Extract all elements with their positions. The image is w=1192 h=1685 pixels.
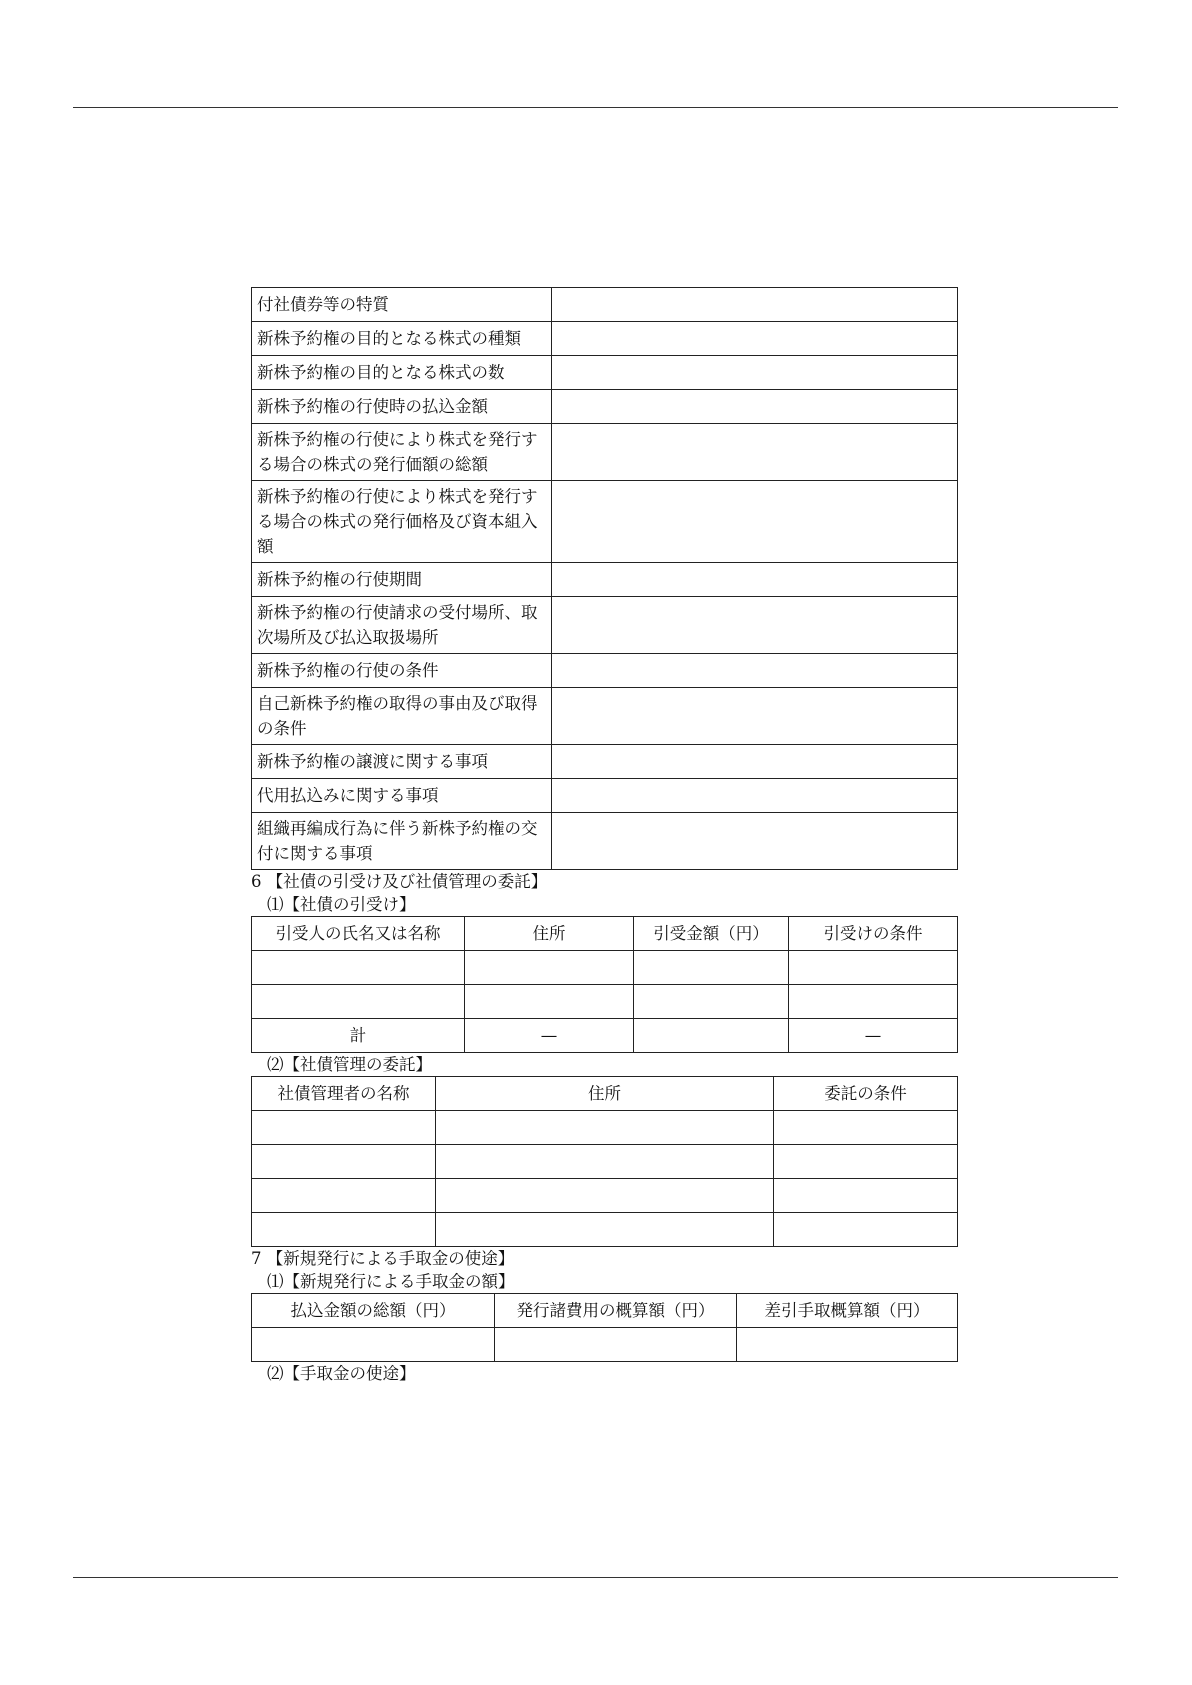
table-row xyxy=(252,288,958,322)
table-cell xyxy=(436,1111,774,1145)
column-header: 住所 xyxy=(436,1077,774,1111)
table-row xyxy=(252,1179,958,1213)
table-cell xyxy=(774,1213,958,1247)
table-cell: — xyxy=(789,1019,958,1053)
underwriting-table xyxy=(251,916,958,1053)
total-label: 計 xyxy=(252,1019,465,1053)
table-row xyxy=(252,1111,958,1145)
column-header: 引受けの条件 xyxy=(789,917,958,951)
column-header: 社債管理者の名称 xyxy=(252,1077,436,1111)
table-cell xyxy=(737,1328,958,1362)
table-row xyxy=(252,597,958,654)
item-value xyxy=(552,356,958,390)
item-label: 付社債券等の特質 xyxy=(252,288,552,322)
document-body xyxy=(251,287,957,1385)
table-row xyxy=(252,745,958,779)
section-7-1-heading: ⑴【新規発行による手取金の額】 xyxy=(267,1272,515,1291)
item-value xyxy=(552,288,958,322)
column-header: 住所 xyxy=(465,917,634,951)
table-cell xyxy=(789,985,958,1019)
footer-rule xyxy=(73,1577,1118,1578)
section-7-heading: 7 【新規発行による手取金の使途】 xyxy=(251,1249,515,1268)
section-6-2-heading: ⑵【社債管理の委託】 xyxy=(267,1055,432,1074)
table-row xyxy=(252,481,958,563)
table-row xyxy=(252,424,958,481)
item-label: 代用払込みに関する事項 xyxy=(252,779,552,813)
bond-with-rights-items-table xyxy=(251,287,958,870)
table-row xyxy=(252,390,958,424)
section-6-1-heading: ⑴【社債の引受け】 xyxy=(267,895,416,914)
table-cell xyxy=(436,1179,774,1213)
column-header: 払込金額の総額（円） xyxy=(252,1294,495,1328)
table-cell xyxy=(495,1328,737,1362)
table-cell xyxy=(789,951,958,985)
table-cell xyxy=(634,951,789,985)
table-cell xyxy=(774,1179,958,1213)
table-cell xyxy=(436,1145,774,1179)
item-value xyxy=(552,688,958,745)
item-label: 組織再編成行為に伴う新株予約権の交付に関する事項 xyxy=(252,813,552,870)
table-header-row xyxy=(252,917,958,951)
table-row xyxy=(252,563,958,597)
item-value xyxy=(552,322,958,356)
table-cell xyxy=(465,951,634,985)
item-value xyxy=(552,563,958,597)
table-row xyxy=(252,1145,958,1179)
table-cell xyxy=(252,1145,436,1179)
item-value xyxy=(552,424,958,481)
header-rule xyxy=(73,107,1118,108)
item-label: 新株予約権の行使により株式を発行する場合の株式の発行価格及び資本組入額 xyxy=(252,481,552,563)
table-cell xyxy=(252,1111,436,1145)
table-row xyxy=(252,779,958,813)
item-label: 新株予約権の行使時の払込金額 xyxy=(252,390,552,424)
table-cell: — xyxy=(465,1019,634,1053)
column-header: 引受金額（円） xyxy=(634,917,789,951)
item-value xyxy=(552,597,958,654)
item-label: 新株予約権の目的となる株式の種類 xyxy=(252,322,552,356)
table-cell xyxy=(252,1179,436,1213)
table-cell xyxy=(252,985,465,1019)
item-value xyxy=(552,481,958,563)
table-row xyxy=(252,322,958,356)
proceeds-amount-table xyxy=(251,1293,958,1362)
item-label: 新株予約権の行使請求の受付場所、取次場所及び払込取扱場所 xyxy=(252,597,552,654)
section-6-heading: 6 【社債の引受け及び社債管理の委託】 xyxy=(251,872,548,891)
table-cell xyxy=(774,1145,958,1179)
table-header-row xyxy=(252,1294,958,1328)
item-value xyxy=(552,813,958,870)
item-label: 新株予約権の譲渡に関する事項 xyxy=(252,745,552,779)
table-row xyxy=(252,985,958,1019)
column-header: 委託の条件 xyxy=(774,1077,958,1111)
item-value xyxy=(552,779,958,813)
table-cell xyxy=(252,1213,436,1247)
table-cell xyxy=(252,951,465,985)
table-cell xyxy=(465,985,634,1019)
table-cell xyxy=(634,1019,789,1053)
column-header: 発行諸費用の概算額（円） xyxy=(495,1294,737,1328)
column-header: 差引手取概算額（円） xyxy=(737,1294,958,1328)
table-row xyxy=(252,951,958,985)
table-cell xyxy=(774,1111,958,1145)
column-header: 引受人の氏名又は名称 xyxy=(252,917,465,951)
table-cell xyxy=(436,1213,774,1247)
item-label: 新株予約権の目的となる株式の数 xyxy=(252,356,552,390)
item-label: 自己新株予約権の取得の事由及び取得の条件 xyxy=(252,688,552,745)
item-label: 新株予約権の行使期間 xyxy=(252,563,552,597)
table-cell xyxy=(634,985,789,1019)
table-row xyxy=(252,1213,958,1247)
bond-management-table xyxy=(251,1076,958,1247)
table-row xyxy=(252,1328,958,1362)
table-row xyxy=(252,654,958,688)
table-row xyxy=(252,688,958,745)
section-7-2-heading: ⑵【手取金の使途】 xyxy=(267,1364,416,1383)
total-row xyxy=(252,1019,958,1053)
table-row xyxy=(252,356,958,390)
item-value xyxy=(552,390,958,424)
table-header-row xyxy=(252,1077,958,1111)
item-label: 新株予約権の行使により株式を発行する場合の株式の発行価額の総額 xyxy=(252,424,552,481)
item-value xyxy=(552,654,958,688)
item-label: 新株予約権の行使の条件 xyxy=(252,654,552,688)
table-row xyxy=(252,813,958,870)
table-cell xyxy=(252,1328,495,1362)
item-value xyxy=(552,745,958,779)
